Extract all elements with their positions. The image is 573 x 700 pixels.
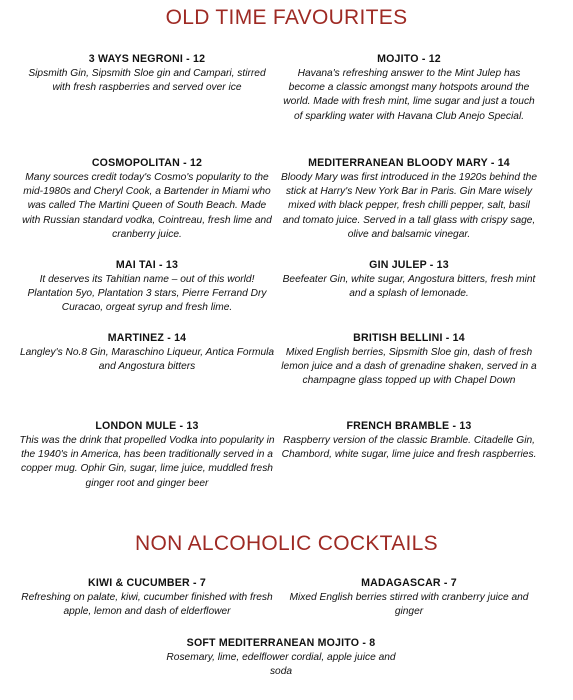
menu-item-name: SOFT MEDITERRANEAN MOJITO - 8 — [186, 637, 376, 649]
menu-item-name: 3 WAYS NEGRONI - 12 — [88, 53, 206, 65]
menu-item-name: GIN JULEP - 13 — [369, 259, 449, 271]
section-title-old-time-favourites: OLD TIME FAVOURITES — [165, 6, 408, 29]
menu-item — [280, 419, 538, 462]
menu-item-name: KIWI & CUCUMBER - 7 — [88, 577, 206, 589]
menu-item-name: BRITISH BELLINI - 14 — [353, 332, 465, 344]
menu-item — [18, 156, 276, 242]
menu-item-description: Beefeater Gin, white sugar, Angostura bitters, fresh mint and a splash of lemonade. — [282, 274, 536, 300]
menu-item-description: Bloody Mary was first introduced in the 1920s behind the stick at Harry's New York Bar in Paris. Gin Mare wisely mixed with black pepper, fresh chilli pepper, salt, basil and tomato juice. Served in a tall glass with crispy sage, olive and balsamic vinegar. — [281, 172, 537, 240]
menu-item-description: Sipsmith Gin, Sipsmith Sloe gin and Campari, stirred with fresh raspberries and served over ice — [28, 68, 266, 94]
menu-item-name: MARTINEZ - 14 — [107, 332, 187, 344]
menu-item — [280, 576, 538, 619]
menu-item-name: COSMOPOLITAN - 12 — [91, 157, 203, 169]
menu-item-description: Rosemary, lime, edelflower cordial, apple juice and soda — [166, 652, 396, 678]
menu-item — [18, 576, 276, 619]
menu-item-description: Mixed English berries stirred with cranberry juice and ginger — [289, 592, 529, 618]
menu-item-name: FRENCH BRAMBLE - 13 — [346, 420, 472, 432]
menu-item-name: MOJITO - 12 — [377, 53, 441, 65]
menu-item-description: It deserves its Tahitian name – out of this world! Plantation 5yo, Plantation 3 stars, Pierre Ferrand Dry Curacao, orgeat syrup and fresh lime. — [27, 274, 267, 314]
menu-item — [18, 331, 276, 374]
menu-item-description: Langley's No.8 Gin, Maraschino Liqueur, Antica Formula and Angostura bitters — [19, 347, 275, 373]
menu-item — [156, 636, 406, 679]
menu-item — [280, 156, 538, 242]
menu-item-name: MADAGASCAR - 7 — [361, 577, 457, 589]
menu-item — [18, 52, 276, 95]
menu-item-description: Mixed English berries, Sipsmith Sloe gin, dash of fresh lemon juice and a dash of grenadine shaken, served in a champagne glass topped up with Chapel Down — [281, 347, 537, 387]
menu-item-description: This was the drink that propelled Vodka into popularity in the 1940's in America, has been traditionally served in a copper mug. Ophir Gin, sugar, lime juice, muddled fresh ginger root and ginger beer — [19, 435, 275, 489]
menu-item-description: Havana's refreshing answer to the Mint Julep has become a classic amongst many hotspots around the world. Made with fresh mint, lime sugar and just a touch of sparkling water with Havana Club Anejo Special. — [283, 68, 535, 122]
menu-item-name: MAI TAI - 13 — [115, 259, 179, 271]
menu-item — [18, 258, 276, 316]
menu-item-name: MEDITERRANEAN BLOODY MARY - 14 — [308, 157, 510, 169]
menu-item — [283, 52, 535, 124]
section-title-non-alcoholic-cocktails: NON ALCOHOLIC COCKTAILS — [135, 532, 438, 555]
menu-item-description: Refreshing on palate, kiwi, cucumber finished with fresh apple, lemon and dash of elderflower — [21, 592, 273, 618]
menu-item-description: Raspberry version of the classic Bramble. Citadelle Gin, Chambord, white sugar, lime juice and fresh raspberries. — [281, 435, 537, 461]
menu-item — [18, 419, 276, 491]
menu-item — [280, 331, 538, 389]
menu-item-name: LONDON MULE - 13 — [95, 420, 199, 432]
menu-item — [280, 258, 538, 301]
menu-item-description: Many sources credit today's Cosmo's popularity to the mid-1980s and Cheryl Cook, a Bartender in Miami who was called The Martini Queen of South Beach. Made with Russian standard vodka, Cointreau, fresh lime and cranberry juice. — [22, 172, 272, 240]
